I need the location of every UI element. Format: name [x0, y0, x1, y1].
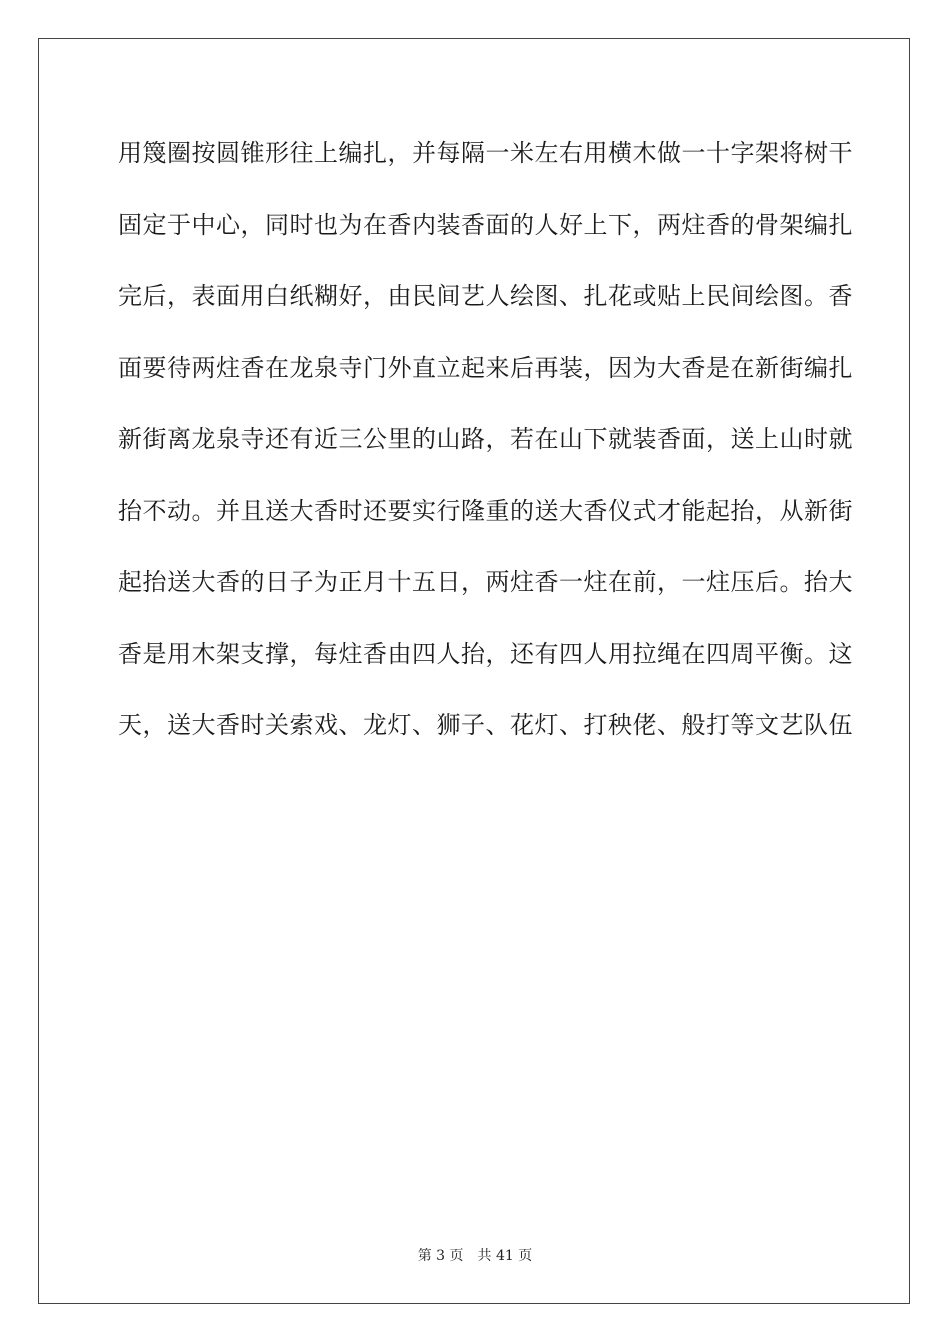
text-line: 天，送大香时关索戏、龙灯、狮子、花灯、打秧佬、般打等文艺队伍	[118, 711, 853, 739]
page-footer	[0, 1246, 950, 1266]
text-line: 香是用木架支撑，每炷香由四人抬，还有四人用拉绳在四周平衡。这	[118, 639, 853, 668]
text-line: 起抬送大香的日子为正月十五日，两炷香一炷在前，一炷压后。抬大	[118, 568, 853, 596]
document-body	[118, 123, 853, 767]
text-line: 完后，表面用白纸糊好，由民间艺人绘图、扎花或贴上民间绘图。香	[118, 282, 853, 310]
text-line: 固定于中心，同时也为在香内装香面的人好上下，两炷香的骨架编扎	[118, 210, 853, 239]
text-line: 新街离龙泉寺还有近三公里的山路，若在山下就装香面，送上山时就	[118, 425, 853, 453]
page-total: 共 41 页	[477, 1248, 533, 1264]
text-line: 用篾圈按圆锥形往上编扎，并每隔一米左右用横木做一十字架将树干	[118, 139, 853, 167]
text-line: 抬不动。并且送大香时还要实行隆重的送大香仪式才能起抬，从新街	[118, 496, 853, 525]
page-number: 第 3 页	[417, 1248, 464, 1264]
text-line: 面要待两炷香在龙泉寺门外直立起来后再装，因为大香是在新街编扎	[118, 353, 853, 382]
